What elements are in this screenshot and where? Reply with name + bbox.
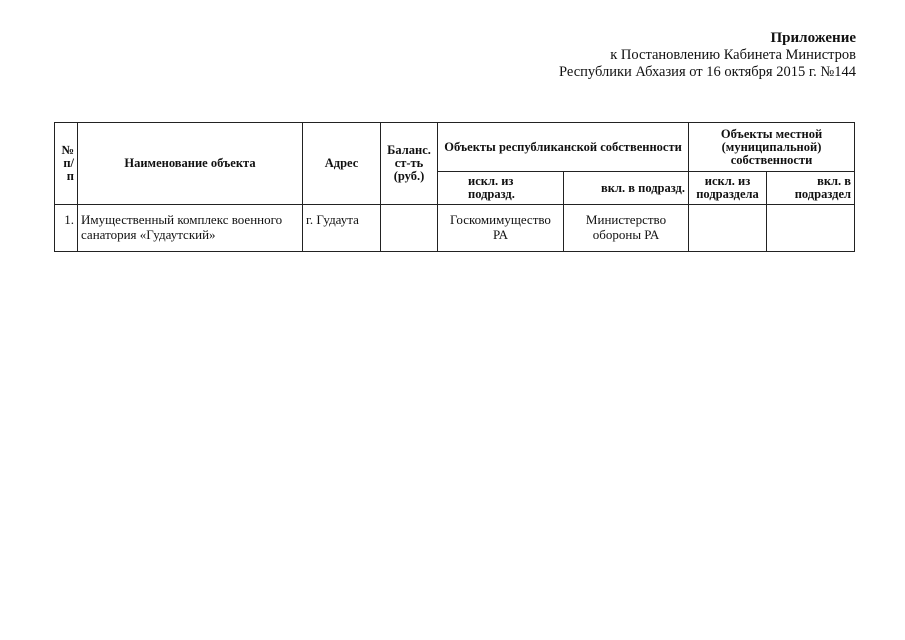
appendix-header xyxy=(559,30,856,81)
header-republic-group: Объекты республиканской собственности xyxy=(438,123,689,172)
header-local-incl: вкл. в подраздел xyxy=(767,172,855,205)
cell-name: Имущественный комплекс военного санатория «Гудаутский» xyxy=(78,205,303,252)
table-row xyxy=(55,205,855,252)
appendix-title: Приложение xyxy=(770,30,856,46)
header-republic-incl: вкл. в подразд. xyxy=(564,172,689,205)
cell-local-excl xyxy=(689,205,767,252)
cell-republic-incl: Министерство обороны РА xyxy=(564,205,689,252)
header-local-excl: искл. из подраздела xyxy=(689,172,767,205)
header-num: № п/п xyxy=(55,123,78,205)
appendix-line-2: Республики Абхазия от 16 октября 2015 г. №144 xyxy=(559,64,856,80)
header-local-group: Объекты местной (муниципальной) собственности xyxy=(689,123,855,172)
header-balance: Баланс. ст-ть (руб.) xyxy=(381,123,438,205)
cell-republic-excl: Госкомимущество РА xyxy=(438,205,564,252)
cell-balance xyxy=(381,205,438,252)
appendix-line-1: к Постановлению Кабинета Министров xyxy=(610,47,856,63)
header-republic-excl: искл. из подразд. xyxy=(438,172,564,205)
cell-num: 1. xyxy=(55,205,78,252)
objects-table xyxy=(54,122,855,252)
cell-address: г. Гудаута xyxy=(303,205,381,252)
header-name: Наименование объекта xyxy=(78,123,303,205)
header-address: Адрес xyxy=(303,123,381,205)
cell-local-incl xyxy=(767,205,855,252)
